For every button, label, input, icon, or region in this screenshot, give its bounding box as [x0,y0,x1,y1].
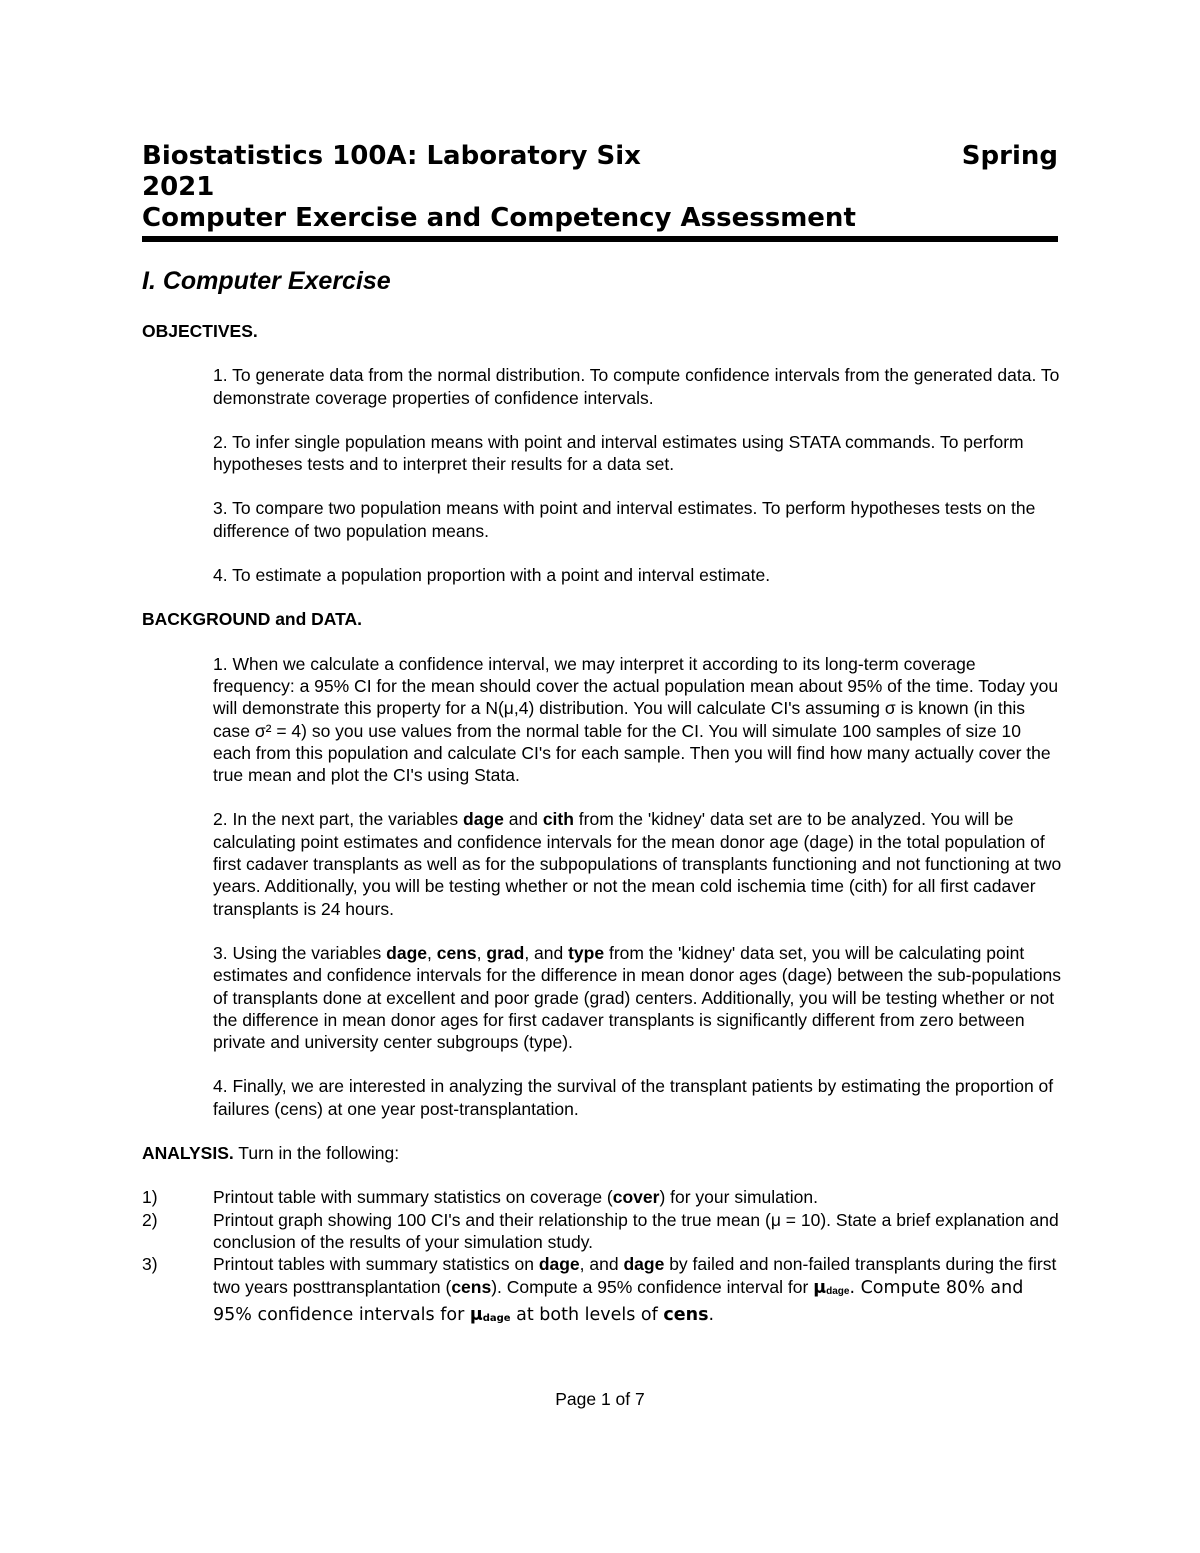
lab-title: Biostatistics 100A: Laboratory Six [142,141,641,171]
section-title: I. Computer Exercise [142,267,391,295]
objective-item: 4. To estimate a population proportion with a point and interval estimate. [213,565,771,586]
document-subtitle: Computer Exercise and Competency Assessment [142,203,856,233]
background-paragraph: 2. In the next part, the variables dage and cith from the 'kidney' data set are to be analyzed. You will be calculating point estimates and confidence intervals for the mean donor age (dage) in the total population of first cadaver transplants as well as for the subpopulations of transplants functioning and not functioning at two years. Additionally, you will be testing whether or not the mean cold ischemia time (cith) for all first cadaver transplants is 24 hours. [213,809,1062,919]
term-label: Spring [961,141,1058,171]
analysis-heading: ANALYSIS. Turn in the following: [142,1143,400,1164]
objective-item: 2. To infer single population means with point and interval estimates using STATA commands. To perform hypotheses tests and to interpret their results for a data set. [213,431,1024,475]
objective-item: 1. To generate data from the normal distribution. To compute confidence intervals from the generated data. To demonstrate coverage properties of confidence intervals. [213,365,1060,408]
analysis-list [142,1186,1062,1330]
objective-item: 3. To compare two population means with point and interval estimates. To perform hypotheses tests on the difference of two population means. [213,498,1036,541]
background-paragraph: 1. When we calculate a confidence interval, we may interpret it according to its long-term coverage frequency: a 95% CI for the mean should cover the actual population mean about 95% of the time. Today you will demonstrate this property for a N(μ,4) distribution. You will calculate CI's assuming σ is known (in this case σ² = 4) so you use values from the normal table for the CI. You will simulate 100 samples of size 10 each from this population and calculate CI's for each sample. Then you will find how many actually cover the true mean and plot the CI's using Stata. [213,653,1059,786]
list-item: 2) Printout graph showing 100 CI's and their relationship to the true mean (μ = 10). State a brief explanation and conclusion of the results of your simulation study. [142,1209,1059,1252]
header-rule [142,236,1058,242]
objectives-heading: OBJECTIVES. [142,321,258,341]
title-line [142,141,1058,172]
document-header [142,141,1058,242]
list-item: 3) Printout tables with summary statistics on dage, and dage by failed and non-failed transplants during the first two years posttransplantation (cens). Compute a 95% confidence interval for μdage. Compute 80% and 95% confidence intervals for μdage at both levels of cens. [142,1254,1057,1325]
background-heading: BACKGROUND and DATA. [142,609,363,630]
page-number: Page 1 of 7 [555,1389,645,1409]
background-paragraph: 3. Using the variables dage, cens, grad, and type from the 'kidney' data set, you will be calculating point estimates and confidence intervals for the difference in mean donor ages (dage) between the sub-populations of transplants done at excellent and poor grade (grad) centers. Additionally, you will be testing whether or not the difference in mean donor ages for first cadaver transplants is significantly different from zero between private and university center subgroups (type). [213,942,1061,1053]
document-body [142,320,1062,1330]
year-label: 2021 [142,172,215,202]
list-item: 1) Printout table with summary statistics on coverage (cover) for your simulation. [142,1187,818,1208]
background-paragraph: 4. Finally, we are interested in analyzing the survival of the transplant patients by estimating the proportion of failures (cens) at one year post-transplantation. [213,1076,1054,1119]
